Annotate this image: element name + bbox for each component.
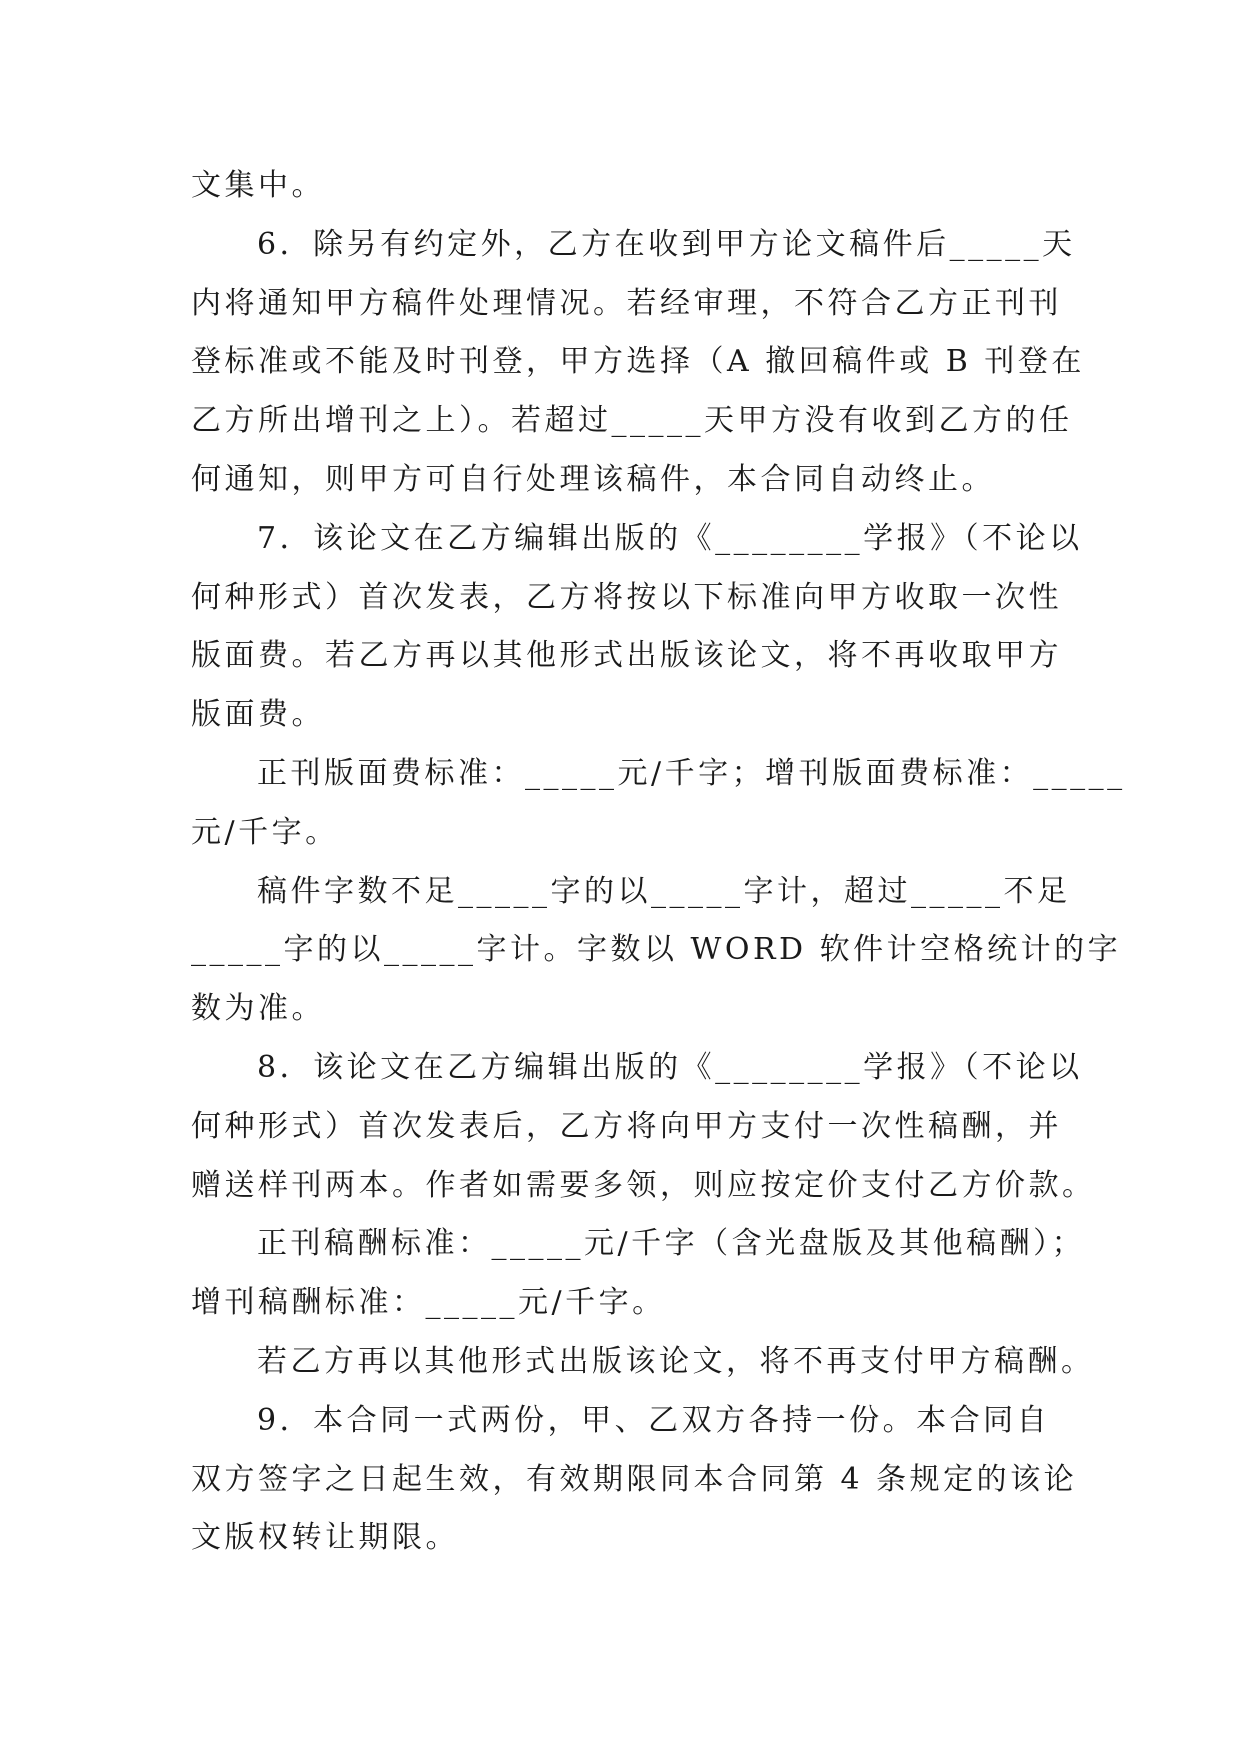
royalty-note-line: 若乙方再以其他形式出版该论文，将不再支付甲方稿酬。 — [257, 1343, 1095, 1379]
text-line: 版面费。 — [191, 697, 325, 733]
clause-8-line: 8．该论文在乙方编辑出版的《________学报》（不论以 — [257, 1049, 1083, 1085]
text-line: 元/千字。 — [191, 814, 339, 850]
word-count-rule-line: 稿件字数不足_____字的以_____字计，超过_____不足 — [257, 873, 1071, 909]
text-line: 何通知，则甲方可自行处理该稿件，本合同自动终止。 — [191, 461, 995, 497]
text-line: 赠送样刊两本。作者如需要多领，则应按定价支付乙方价款。 — [191, 1167, 1096, 1203]
text-line: _____字的以_____字计。字数以 WORD 软件计空格统计的字 — [191, 932, 1122, 968]
text-line: 内将通知甲方稿件处理情况。若经审理，不符合乙方正刊刊 — [191, 285, 1062, 321]
text-line: 版面费。若乙方再以其他形式出版该论文，将不再收取甲方 — [191, 638, 1062, 674]
page-fee-standard-line: 正刊版面费标准：_____元/千字；增刊版面费标准：_____ — [257, 755, 1126, 791]
text-line: 何种形式）首次发表，乙方将按以下标准向甲方收取一次性 — [191, 579, 1062, 615]
text-line: 何种形式）首次发表后，乙方将向甲方支付一次性稿酬，并 — [191, 1108, 1062, 1144]
clause-6-line: 6．除另有约定外，乙方在收到甲方论文稿件后_____天 — [257, 226, 1076, 262]
document-body — [191, 157, 1126, 1568]
text-line: 双方签字之日起生效，有效期限同本合同第 4 条规定的该论 — [191, 1461, 1078, 1497]
clause-9-line: 9．本合同一式两份，甲、乙双方各持一份。本合同自 — [257, 1402, 1051, 1438]
text-line: 乙方所出增刊之上）。若超过_____天甲方没有收到乙方的任 — [191, 403, 1073, 439]
royalty-standard-line: 正刊稿酬标准：_____元/千字（含光盘版及其他稿酬）； — [257, 1226, 1086, 1262]
text-line: 增刊稿酬标准：_____元/千字。 — [191, 1285, 666, 1321]
text-line: 数为准。 — [191, 991, 325, 1027]
text-line: 登标准或不能及时刊登，甲方选择（A 撤回稿件或 B 刊登在 — [191, 344, 1085, 380]
text-line: 文集中。 — [191, 168, 325, 203]
clause-7-line: 7．该论文在乙方编辑出版的《________学报》（不论以 — [257, 520, 1083, 556]
text-line: 文版权转让期限。 — [191, 1520, 459, 1556]
